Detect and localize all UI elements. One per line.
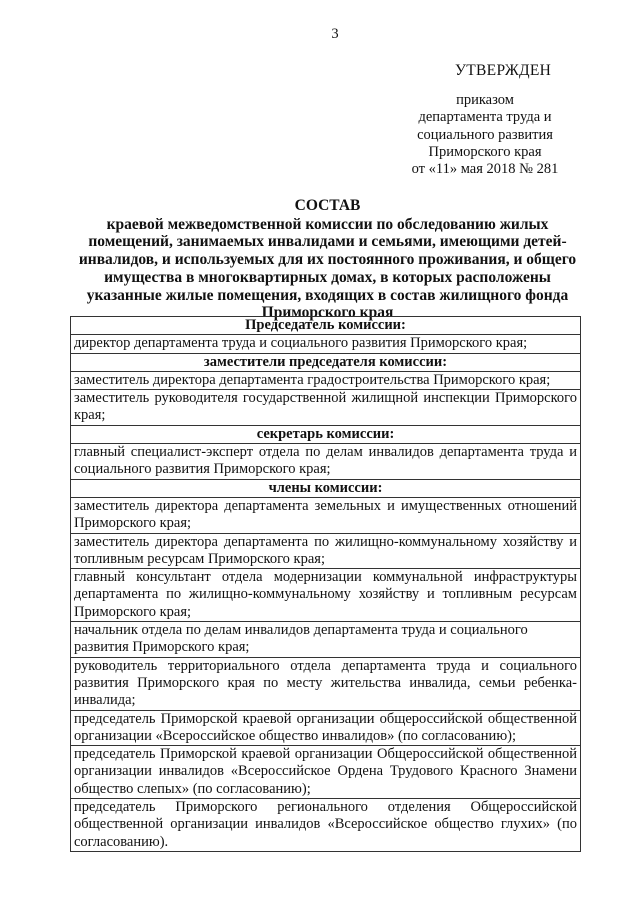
- section-header-row: [71, 479, 581, 497]
- member-position: руководитель территориального отдела департамента труда и социального развития Приморского края по месту жительства инвалида, семьи ребенка-инвалида;: [71, 657, 581, 710]
- section-header: секретарь комиссии:: [71, 425, 581, 443]
- commission-table: [70, 316, 581, 852]
- member-row: [71, 371, 581, 389]
- approval-order: [370, 92, 600, 178]
- member-position: главный консультант отдела модернизации коммунальной инфраструктуры департамента по жилищно-коммунальному хозяйству и топливным ресурсам Приморского края;: [71, 569, 581, 622]
- member-position: главный специалист-эксперт отдела по делам инвалидов департамента труда и социального развития Приморского края;: [71, 444, 581, 480]
- member-position: заместитель директора департамента градостроительства Приморского края;: [71, 371, 581, 389]
- approval-line: департамента труда и: [418, 109, 552, 126]
- member-row: [71, 799, 581, 852]
- section-header: Председатель комиссии:: [71, 317, 581, 335]
- approval-label: УТВЕРЖДЕН: [455, 62, 552, 79]
- member-row: [71, 746, 581, 799]
- member-row: [71, 533, 581, 569]
- approval-date-line: от «11» мая 2018 № 281: [411, 161, 559, 178]
- member-position: председатель Приморской краевой организации Общероссийской общественной организации инвалидов «Всероссийское Ордена Трудового Красного Знамени общество слепых» (по согласованию);: [71, 746, 581, 799]
- member-position: начальник отдела по делам инвалидов департамента труда и социального развития Приморского края;: [71, 622, 581, 658]
- title-heading: СОСТАВ: [294, 197, 361, 214]
- document-title: [70, 197, 585, 322]
- member-row: [71, 569, 581, 622]
- section-header-row: [71, 425, 581, 443]
- section-header: члены комиссии:: [71, 479, 581, 497]
- title-subtitle: краевой межведомственной комиссии по обследованию жилых помещений, занимаемых инвалидами и семьями, имеющими детей-инвалидов, и используемых для их постоянного проживания, и общего имущества в многоквартирных домах, в которых расположены указанные жилые помещения, входящих в состав жилищного фонда Приморского края: [78, 215, 577, 322]
- member-row: [71, 497, 581, 533]
- section-header-row: [71, 317, 581, 335]
- member-row: [71, 390, 581, 426]
- member-position: заместитель директора департамента земельных и имущественных отношений Приморского края;: [71, 497, 581, 533]
- member-position: председатель Приморской краевой организации общероссийской общественной организации «Всероссийское общество инвалидов» (по согласованию);: [71, 710, 581, 746]
- member-row: [71, 622, 581, 658]
- member-position: директор департамента труда и социального развития Приморского края;: [71, 335, 581, 353]
- approval-line: социального развития: [417, 126, 553, 143]
- member-position: председатель Приморского регионального отделения Общероссийской общественной организации инвалидов «Всероссийское общество глухих» (по согласованию).: [71, 799, 581, 852]
- section-header-row: [71, 353, 581, 371]
- section-header: заместители председателя комиссии:: [71, 353, 581, 371]
- page-number: 3: [331, 26, 339, 42]
- approval-line: Приморского края: [428, 143, 542, 160]
- member-row: [71, 657, 581, 710]
- approval-line: приказом: [456, 92, 514, 108]
- member-position: заместитель руководителя государственной жилищной инспекции Приморского края;: [71, 390, 581, 426]
- member-row: [71, 444, 581, 480]
- member-row: [71, 710, 581, 746]
- member-row: [71, 335, 581, 353]
- member-position: заместитель директора департамента по жилищно-коммунальному хозяйству и топливным ресурсам Приморского края;: [71, 533, 581, 569]
